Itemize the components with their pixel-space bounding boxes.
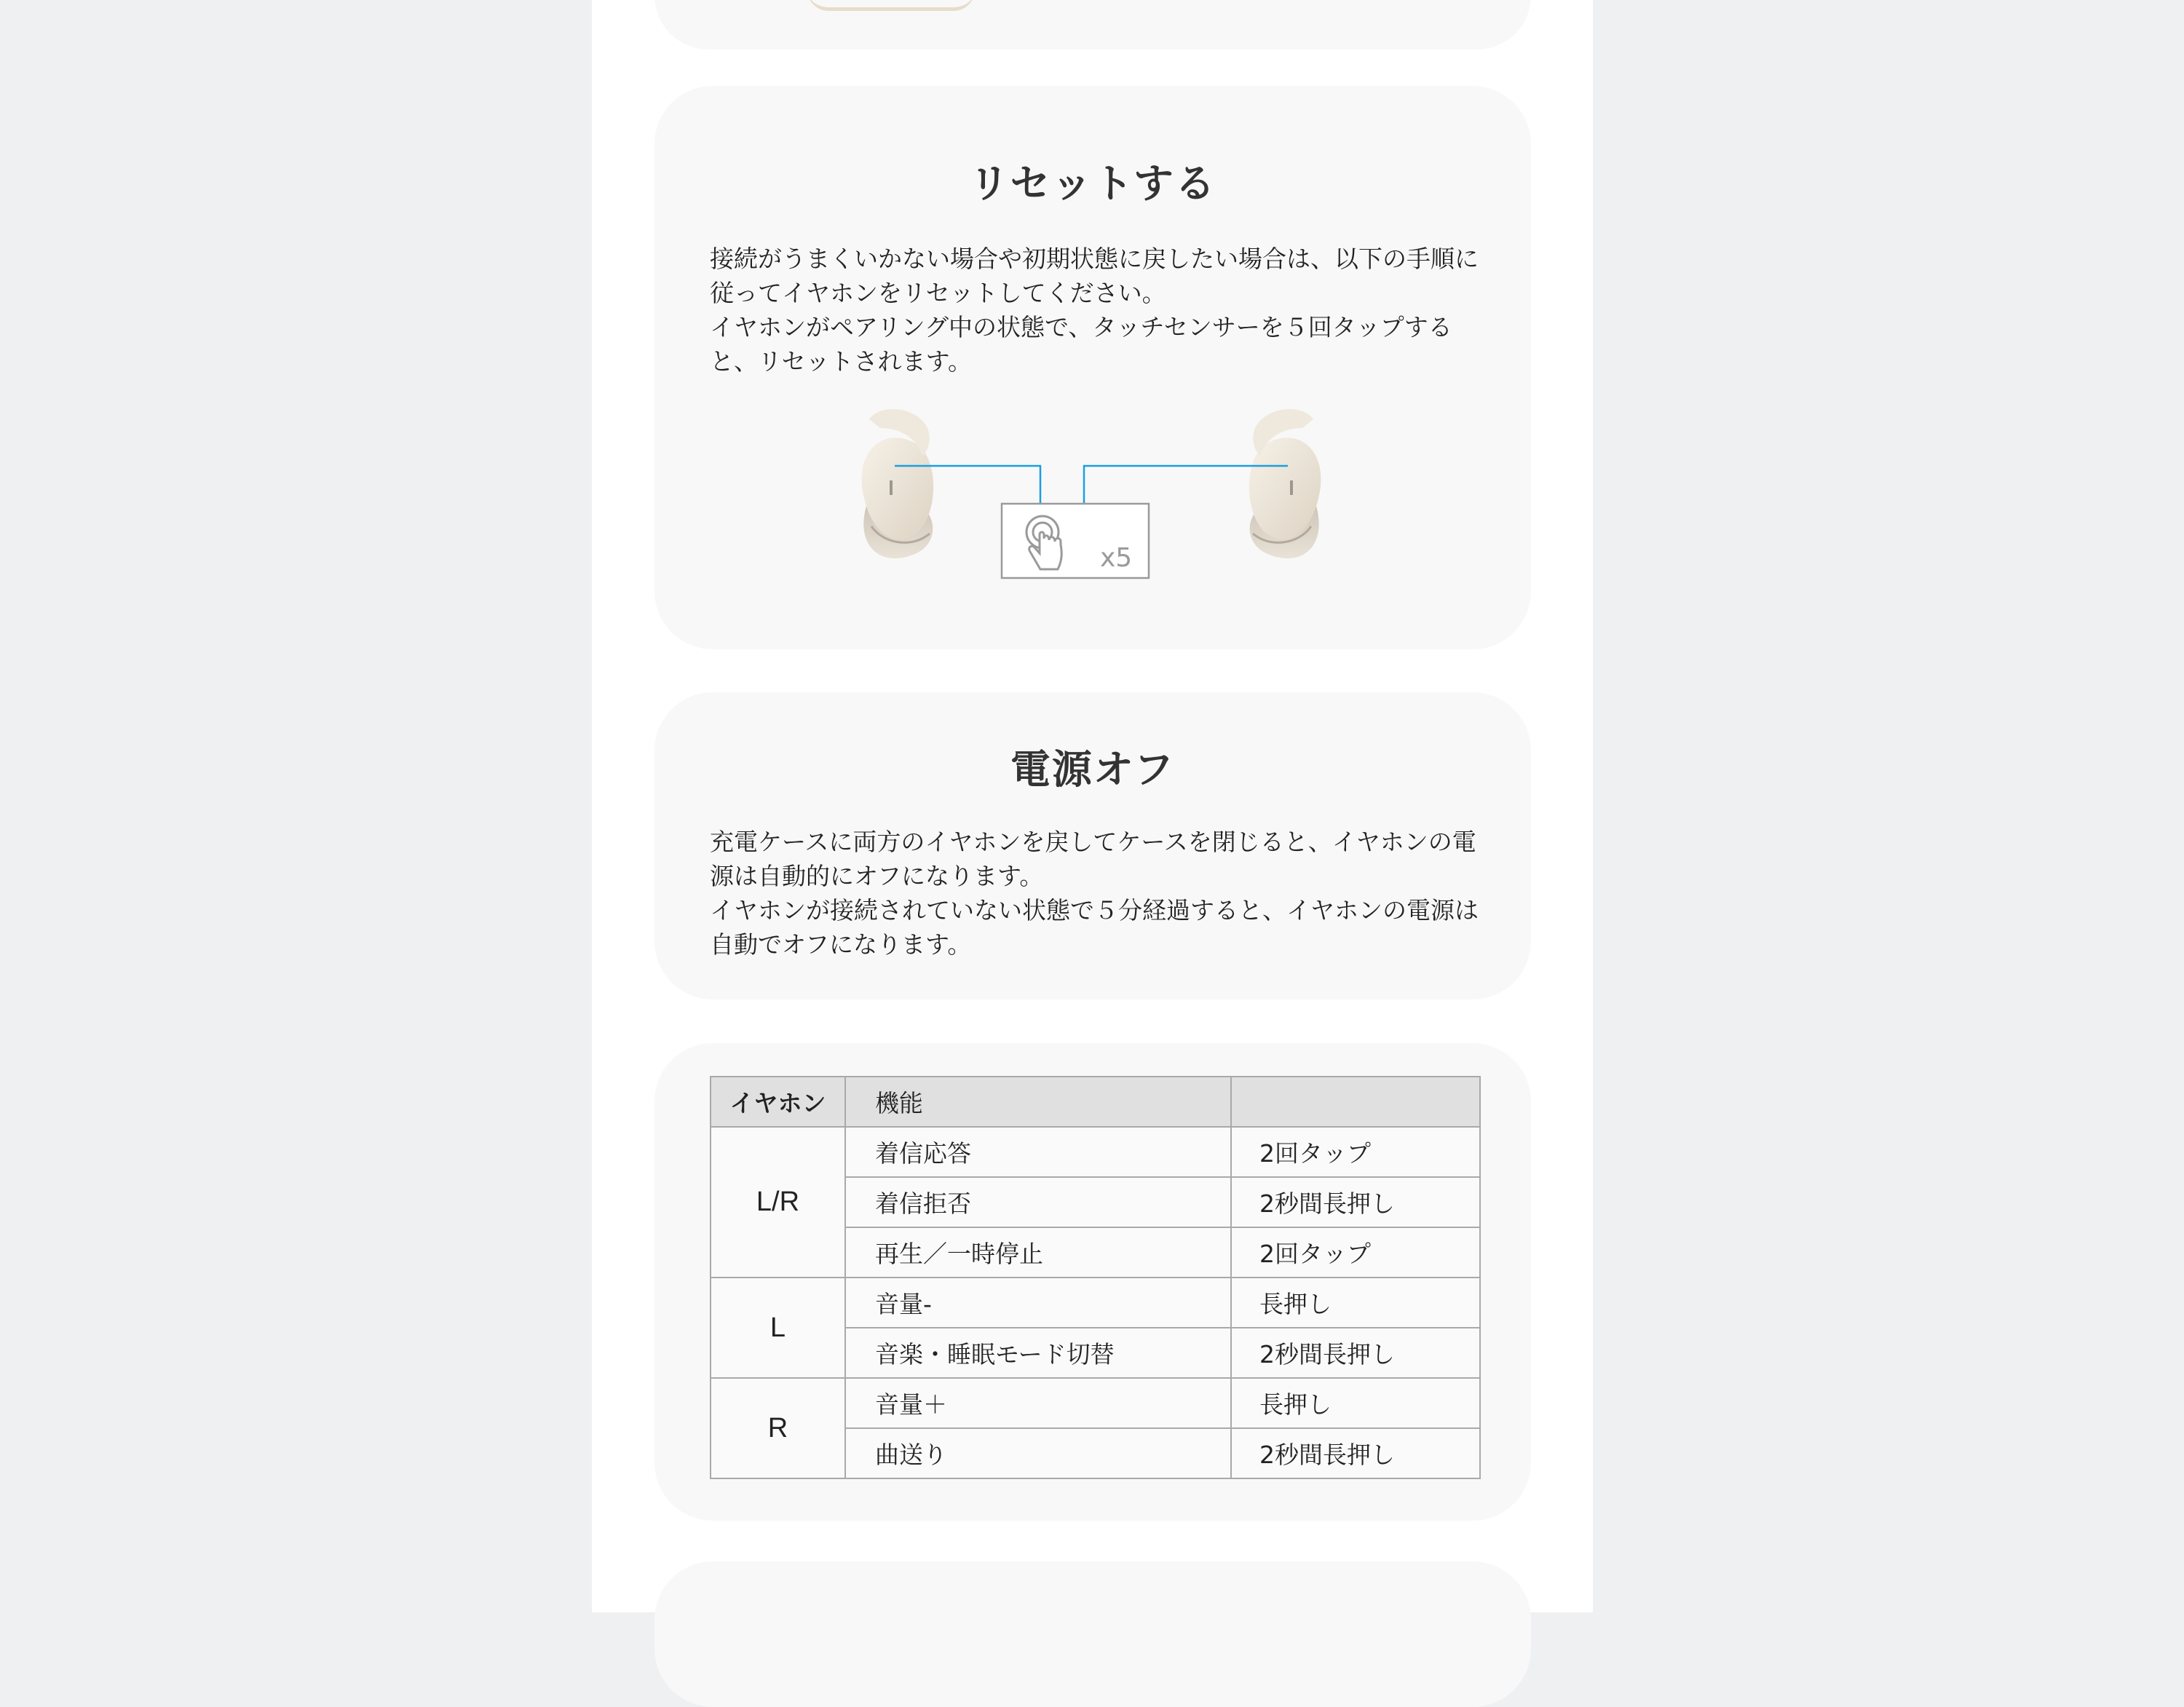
earbud-cell: R: [711, 1378, 845, 1478]
operation-cell: 2秒間長押し: [1231, 1328, 1480, 1378]
operation-cell: 2回タップ: [1231, 1127, 1480, 1177]
operation-cell: 長押し: [1231, 1378, 1480, 1428]
power-off-auto-info: イヤホンが接続されていない状態で５分経過すると、イヤホンの電源は自動でオフになります。: [710, 896, 1479, 959]
table-header-row: [711, 1077, 1480, 1127]
right-earbud-image: [1249, 409, 1321, 558]
function-cell: 音量＋: [845, 1378, 1231, 1428]
power-off-case-info: 充電ケースに両方のイヤホンを戻してケースを閉じると、イヤホンの電源は自動的にオフになります。: [710, 828, 1476, 890]
header-operation: [1231, 1077, 1480, 1127]
header-function: 機能: [845, 1077, 1231, 1127]
reset-section: [654, 86, 1531, 649]
function-cell: 着信応答: [845, 1127, 1231, 1177]
function-cell: 再生／一時停止: [845, 1227, 1231, 1278]
charging-case-image: [807, 0, 975, 11]
section-title: リセットする: [969, 160, 1216, 207]
header-earbud: イヤホン: [711, 1077, 845, 1127]
power-off-section: [654, 692, 1531, 999]
reset-instructions: 接続がうまくいかない場合や初期状態に戻したい場合は、以下の手順に従ってイヤホンをリセットしてください。: [710, 245, 1479, 307]
reset-illustration: [836, 399, 1346, 603]
function-cell: 音楽・睡眠モード切替: [845, 1328, 1231, 1378]
reset-steps: イヤホンがペアリング中の状態で、タッチセンサーを５回タップすると、リセットされます。: [710, 313, 1452, 376]
earbud-cell: L: [711, 1278, 845, 1378]
section-title: 電源オフ: [1010, 746, 1176, 793]
previous-section-card: [654, 0, 1531, 49]
earbud-cell: L/R: [711, 1127, 845, 1278]
operation-cell: 2秒間長押し: [1231, 1177, 1480, 1227]
tap-count-label: x5: [1100, 543, 1133, 573]
table-row: [711, 1278, 1480, 1328]
controls-section: [654, 1043, 1531, 1521]
left-earbud-image: [862, 409, 934, 558]
function-cell: 曲送り: [845, 1428, 1231, 1478]
table-row: [711, 1127, 1480, 1177]
operation-cell: 2回タップ: [1231, 1227, 1480, 1278]
function-cell: 音量-: [845, 1278, 1231, 1328]
content-column: [592, 0, 1593, 1612]
next-section-card: [654, 1561, 1531, 1707]
controls-table: [710, 1076, 1481, 1479]
operation-cell: 2秒間長押し: [1231, 1428, 1480, 1478]
function-cell: 着信拒否: [845, 1177, 1231, 1227]
operation-cell: 長押し: [1231, 1278, 1480, 1328]
table-row: [711, 1378, 1480, 1428]
